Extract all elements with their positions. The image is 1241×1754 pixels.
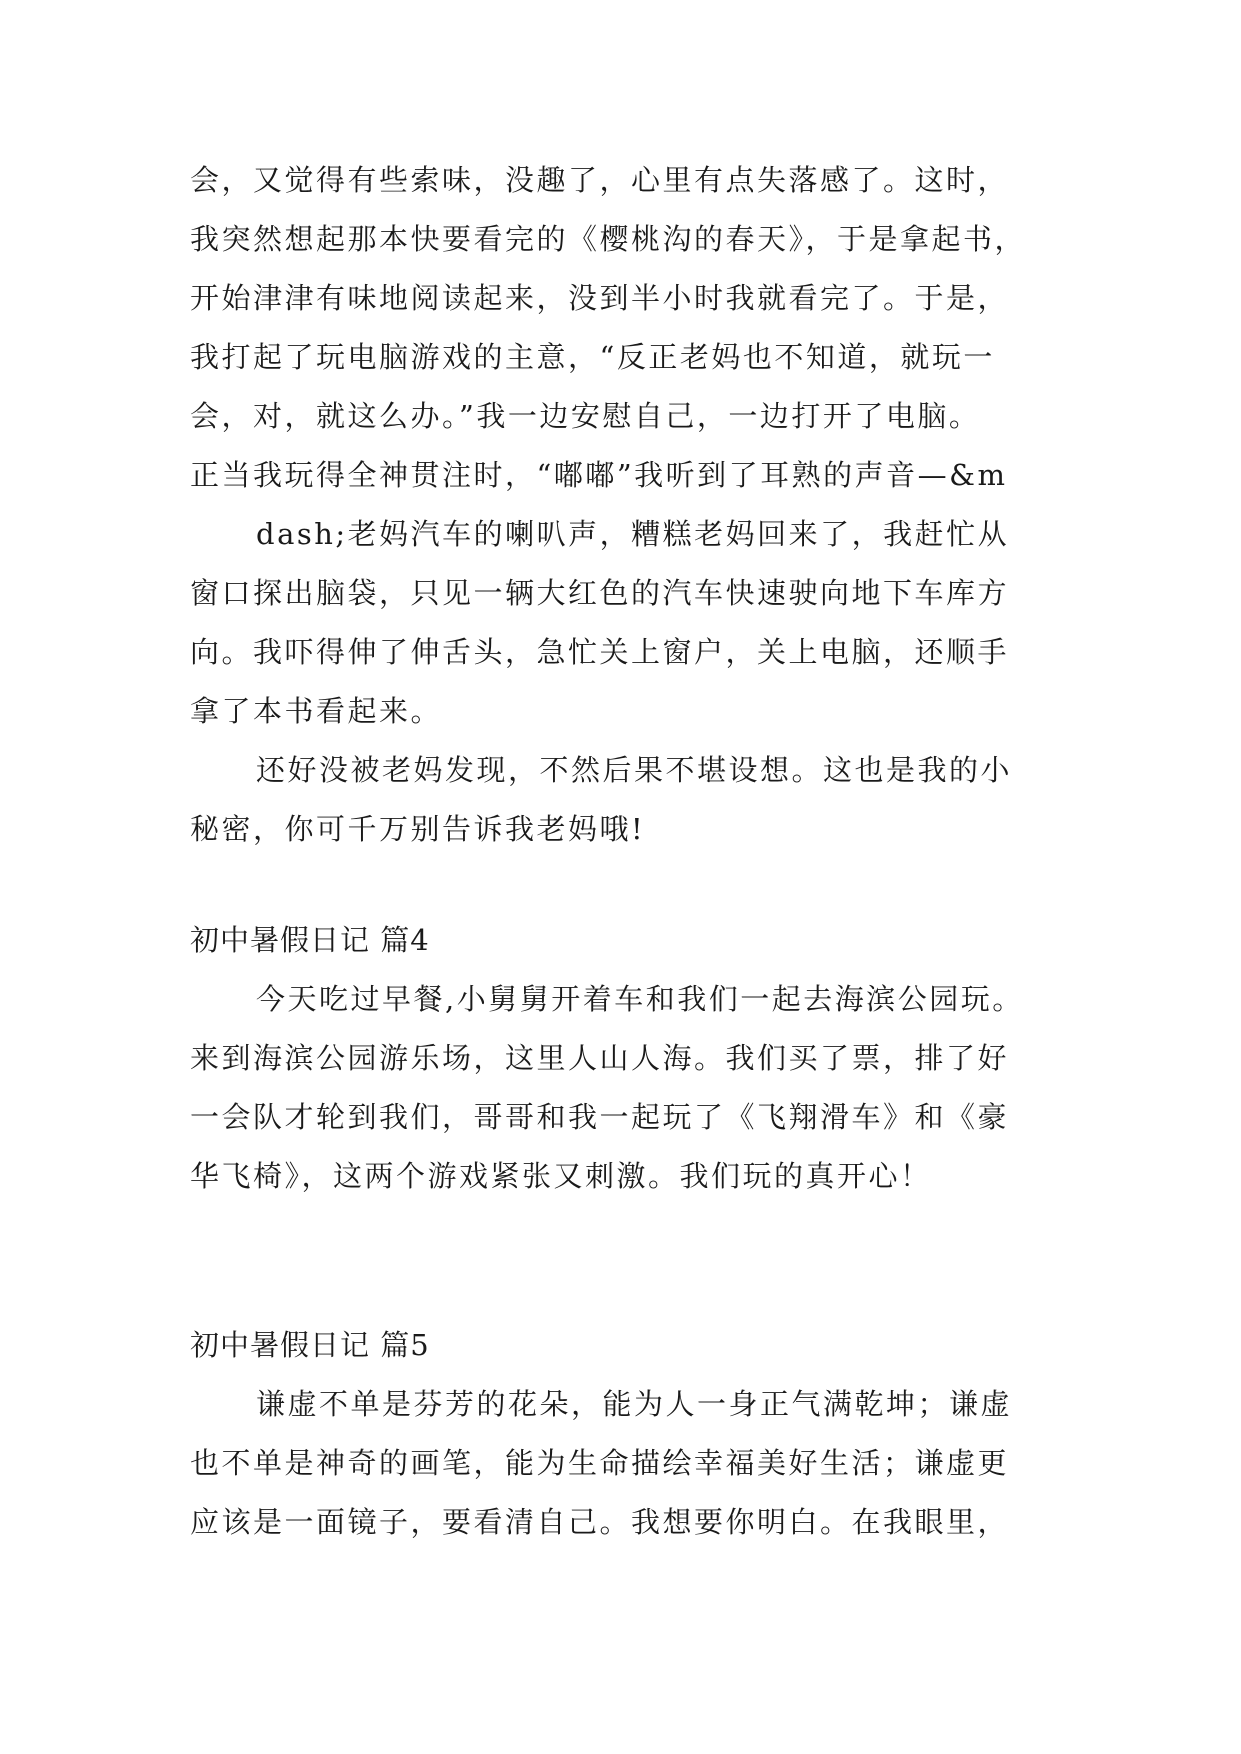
paragraph-line: 开始津津有味地阅读起来，没到半小时我就看完了。于是，: [190, 281, 1010, 315]
paragraph-line: 也不单是神奇的画笔，能为生命描绘幸福美好生活；谦虚更: [190, 1446, 1010, 1480]
paragraph-line: 会，对，就这么办。”我一边安慰自己，一边打开了电脑。: [190, 399, 981, 433]
paragraph-line: 正当我玩得全神贯注时，“嘟嘟”我听到了耳熟的声音—&m: [190, 458, 1008, 492]
paragraph-line: 向。我吓得伸了伸舌头，急忙关上窗户，关上电脑，还顺手: [190, 635, 1010, 669]
paragraph-line: 应该是一面镜子，要看清自己。我想要你明白。在我眼里，: [190, 1505, 1010, 1539]
paragraph-line: 拿了本书看起来。: [190, 694, 443, 728]
paragraph-line: dash;老妈汽车的喇叭声，糟糕老妈回来了，我赶忙从: [256, 517, 1010, 551]
paragraph-line: 一会队才轮到我们，哥哥和我一起玩了《飞翔滑车》和《豪: [190, 1100, 1010, 1134]
paragraph-line: 秘密，你可千万别告诉我老妈哦!: [190, 812, 646, 846]
paragraph-line: 窗口探出脑袋，只见一辆大红色的汽车快速驶向地下车库方: [190, 576, 1010, 610]
paragraph-line: 会，又觉得有些索味，没趣了，心里有点失落感了。这时，: [190, 163, 1010, 197]
section-heading: 初中暑假日记 篇4: [190, 923, 430, 957]
paragraph-line: 谦虚不单是芬芳的花朵，能为人一身正气满乾坤；谦虚: [256, 1387, 1013, 1421]
paragraph-line: 还好没被老妈发现，不然后果不堪设想。这也是我的小: [256, 753, 1013, 787]
paragraph-line: 今天吃过早餐,小舅舅开着车和我们一起去海滨公园玩。: [256, 982, 1024, 1016]
section-heading: 初中暑假日记 篇5: [190, 1328, 430, 1362]
paragraph-line: 我突然想起那本快要看完的《樱桃沟的春天》，于是拿起书，: [190, 222, 1027, 256]
paragraph-line: 来到海滨公园游乐场，这里人山人海。我们买了票，排了好: [190, 1041, 1010, 1075]
paragraph-line: 我打起了玩电脑游戏的主意，“反正老妈也不知道，就玩一: [190, 340, 995, 374]
paragraph-line: 华飞椅》，这两个游戏紧张又刺激。我们玩的真开心！: [190, 1159, 932, 1193]
